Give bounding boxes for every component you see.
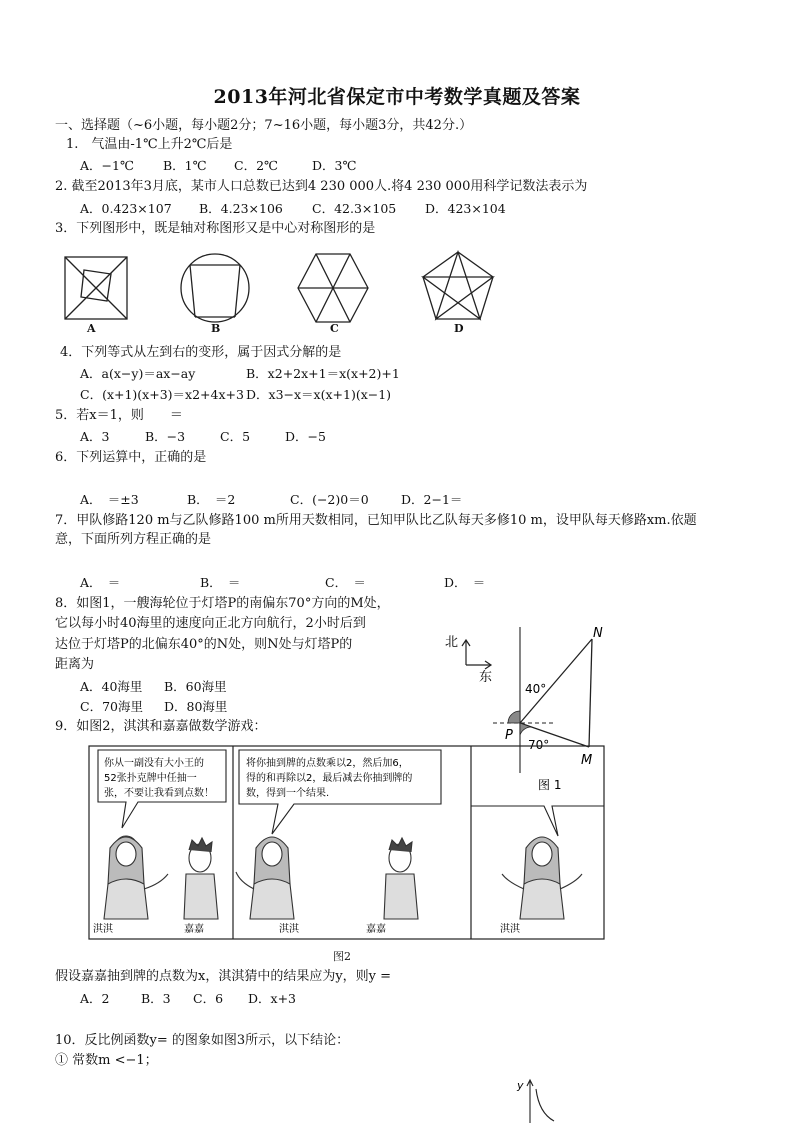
bubble-1-line3: 张，不要让我看到点数！	[104, 788, 214, 799]
q8-option-d: D．80海里	[164, 699, 228, 714]
bubble-1-line2: 52张扑克牌中任抽一	[104, 773, 197, 784]
name-qiqi-2: 淇淇	[279, 924, 299, 935]
question-9-followup: 假设嘉嘉抽到牌的点数为x，淇淇猜中的结果应为y，则y =	[55, 969, 392, 984]
qiqi-figure-3	[502, 837, 582, 919]
q3-figures	[55, 245, 515, 340]
q4-option-d: D．x3−x＝x(x+1)(x−1)	[246, 387, 392, 402]
jiajia-figure-2	[384, 838, 418, 919]
q6-option-b: B． ＝2	[187, 492, 236, 507]
question-10-stem: 10．反比例函数y= 的图象如图3所示，以下结论：	[55, 1033, 350, 1048]
bubble-2-line3: 数，得到一个结果.	[246, 788, 330, 799]
question-7-stem-line1: 7．甲队修路120 m与乙队修路100 m所用天数相同，已知甲队比乙队每天多修10 m，设甲队每天修路xm.依题	[55, 513, 697, 528]
question-4-stem: 4．下列等式从左到右的变形，属于因式分解的是	[60, 345, 342, 360]
q2-option-c: C．42.3×105	[312, 201, 397, 216]
angle-marker-top	[508, 711, 520, 723]
q2-option-b: B．4.23×106	[199, 201, 283, 216]
question-8-line2: 它以每小时40海里的速度向正北方向航行，2小时后到	[55, 616, 366, 631]
point-n-label: N	[593, 626, 603, 641]
q5-option-a: A．3	[80, 429, 110, 444]
question-3-stem: 3．下列图形中，既是轴对称图形又是中心对称图形的是	[55, 221, 376, 236]
question-8-line1: 8．如图1，一艘海轮位于灯塔P的南偏东70°方向的M处，	[55, 596, 390, 611]
compass-arrows	[462, 640, 491, 669]
figure-a-pinwheel-square	[65, 257, 127, 319]
figure-label-b: B	[211, 322, 221, 335]
question-9-stem: 9．如图2，淇淇和嘉嘉做数学游戏：	[55, 719, 267, 734]
page-title: 2013年河北省保定市中考数学真题及答案	[213, 86, 581, 108]
question-8-line3: 达位于灯塔P的北偏东40°的N处，则N处与灯塔P的	[55, 637, 353, 652]
figure-label-c: C	[330, 322, 339, 335]
name-qiqi-1: 淇淇	[93, 924, 113, 935]
question-5-stem: 5．若x＝1，则 ＝	[55, 408, 183, 423]
q2-option-d: D．423×104	[425, 201, 506, 216]
question-10-item-1: ① 常数m <−1；	[55, 1053, 158, 1068]
angle-70-label: 70°	[528, 738, 550, 752]
figure-2-comic	[88, 744, 608, 944]
figure-d-pentagon-star	[423, 252, 493, 319]
question-8-line4: 距离为	[55, 657, 95, 672]
point-p-label: P	[505, 728, 513, 743]
figure-label-d: D	[454, 322, 464, 335]
q9-option-c: C．6	[193, 991, 224, 1006]
q6-option-d: D．2−1＝	[401, 492, 463, 507]
figure-1-caption: 图 1	[538, 778, 562, 792]
q7-option-d: D． ＝	[444, 575, 486, 590]
qiqi-figure-1	[104, 836, 168, 919]
question-7-stem-line2: 意，下面所列方程正确的是	[55, 532, 212, 547]
q7-option-b: B． ＝	[200, 575, 241, 590]
q8-option-a: A．40海里	[80, 679, 143, 694]
q1-option-d: D．3℃	[312, 158, 357, 173]
q9-option-a: A．2	[80, 991, 110, 1006]
figure-b-circle-trapezoid	[181, 254, 249, 322]
speech-bubble-3	[471, 806, 604, 836]
figure-2-caption: 图2	[333, 950, 351, 963]
q5-option-d: D．−5	[285, 429, 326, 444]
qiqi-figure-2	[236, 837, 294, 919]
name-qiqi-3: 淇淇	[500, 924, 520, 935]
hyperbola-curve	[536, 1089, 554, 1121]
q1-option-a: A．−1℃	[80, 158, 134, 173]
q6-option-c: C．(−2)0＝0	[290, 492, 369, 507]
q5-option-b: B．−3	[145, 429, 186, 444]
q2-option-a: A．0.423×107	[80, 201, 172, 216]
name-jiajia-1: 嘉嘉	[184, 924, 204, 935]
question-6-stem: 6．下列运算中，正确的是	[55, 450, 207, 465]
question-2-stem: 2. 截至2013年3月底，某市人口总数已达到4 230 000人.将4 230 000用科学记数法表示为	[55, 179, 588, 194]
q4-option-a: A．a(x−y)＝ax−ay	[80, 366, 196, 381]
q8-option-b: B．60海里	[164, 679, 227, 694]
q9-option-b: B．3	[141, 991, 171, 1006]
question-1-stem: 1. 气温由-1℃上升2℃后是	[66, 137, 233, 152]
y-axis-label: y	[517, 1079, 524, 1092]
q6-option-a: A． ＝±3	[80, 492, 139, 507]
q5-option-c: C．5	[220, 429, 251, 444]
point-m-label: M	[581, 753, 593, 768]
q7-option-c: C． ＝	[325, 575, 366, 590]
angle-40-label: 40°	[525, 682, 547, 696]
q7-option-a: A． ＝	[80, 575, 121, 590]
figure-3-partial	[510, 1075, 570, 1123]
bubble-2-line2: 得的和再除以2，最后减去你抽到牌的	[246, 773, 413, 784]
jiajia-figure-1	[184, 838, 218, 919]
figure-c-hexagon-diagonals	[298, 254, 368, 322]
q9-option-d: D．x+3	[248, 991, 296, 1006]
bubble-2-line1: 将你抽到牌的点数乘以2，然后加6，	[246, 758, 409, 769]
name-jiajia-2: 嘉嘉	[366, 924, 386, 935]
bubble-1-line1: 你从一副没有大小王的	[104, 758, 204, 769]
q4-option-b: B．x2+2x+1＝x(x+2)+1	[246, 366, 400, 381]
q1-option-c: C．2℃	[234, 158, 279, 173]
section-heading: 一、选择题（~6小题，每小题2分；7~16小题，每小题3分，共42分.）	[55, 118, 473, 133]
angle-marker-bottom	[520, 723, 531, 735]
q1-option-b: B．1℃	[163, 158, 207, 173]
q8-option-c: C．70海里	[80, 699, 143, 714]
compass-north: 北	[445, 635, 459, 650]
compass-east: 东	[479, 670, 493, 685]
figure-label-a: A	[87, 322, 96, 335]
q4-option-c: C．(x+1)(x+3)＝x2+4x+3	[80, 387, 244, 402]
